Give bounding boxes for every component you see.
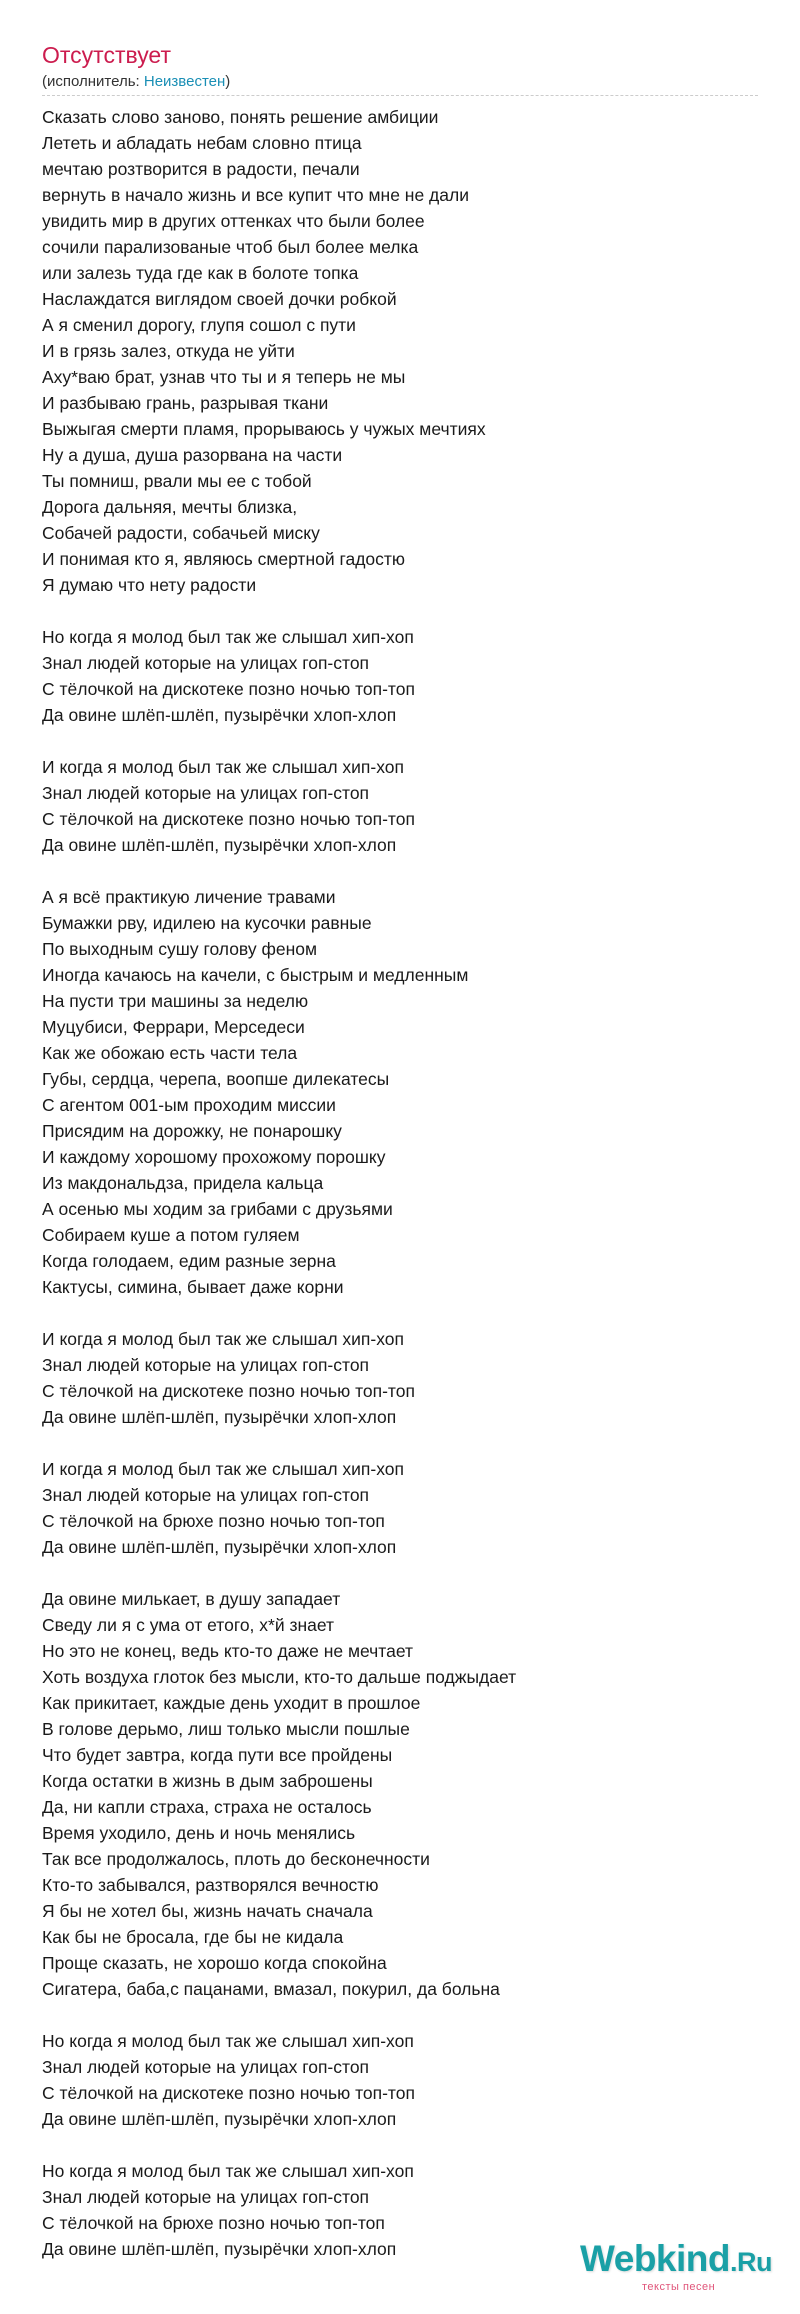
stanza-break <box>42 728 758 754</box>
lyric-line: Как же обожаю есть части тела <box>42 1043 298 1063</box>
lyric-line: Собираем куше а потом гуляем <box>42 1225 300 1245</box>
lyric-line: Выжыгая смерти пламя, прорываюсь у чужых мечтиях <box>42 419 486 439</box>
lyric-line: И когда я молод был так же слышал хип-хоп <box>42 1329 404 1349</box>
lyric-line: И каждому хорошому прохожому порошку <box>42 1147 386 1167</box>
stanza-break <box>42 1560 758 1586</box>
stanza-break <box>42 1300 758 1326</box>
stanza-break <box>42 2002 758 2028</box>
lyric-line: Лететь и абладать небам словно птица <box>42 133 362 153</box>
lyric-line: Как прикитает, каждые день уходит в прошлое <box>42 1693 421 1713</box>
lyric-line: В голове дерьмо, лиш только мысли пошлые <box>42 1719 410 1739</box>
lyric-line: Время уходило, день и ночь менялись <box>42 1823 356 1843</box>
lyric-line: Но когда я молод был так же слышал хип-хоп <box>42 627 414 647</box>
lyric-line: Сказать слово заново, понять решение амбиции <box>42 107 439 127</box>
site-logo[interactable] <box>580 2237 780 2297</box>
lyric-line: или залезь туда где как в болоте топка <box>42 263 359 283</box>
lyric-line: Присядим на дорожку, не понарошку <box>42 1121 342 1141</box>
lyric-line: Но когда я молод был так же слышал хип-хоп <box>42 2161 414 2181</box>
lyric-line: Наслаждатся виглядом своей дочки робкой <box>42 289 397 309</box>
lyric-line: мечтаю розтворится в радости, печали <box>42 159 360 179</box>
lyric-line: Да овине шлёп-шлёп, пузырёчки хлоп-хлоп <box>42 2239 397 2259</box>
lyric-line: По выходным сушу голову феном <box>42 939 318 959</box>
lyric-line: А я сменил дорогу, глупя сошол с пути <box>42 315 356 335</box>
lyric-line: С тёлочкой на дискотеке позно ночью топ-топ <box>42 809 415 829</box>
lyric-line: С тёлочкой на дискотеке позно ночью топ-топ <box>42 1381 415 1401</box>
lyric-line: Собачей радости, собачьей миску <box>42 523 320 543</box>
lyric-line: Знал людей которые на улицах гоп-стоп <box>42 783 370 803</box>
lyric-line: Знал людей которые на улицах гоп-стоп <box>42 1355 370 1375</box>
lyric-line: Сведу ли я с ума от етого, х*й знает <box>42 1615 335 1635</box>
lyric-line: С тёлочкой на брюхе позно ночью топ-топ <box>42 2213 385 2233</box>
lyric-line: Знал людей которые на улицах гоп-стоп <box>42 2187 370 2207</box>
lyric-line: Но когда я молод был так же слышал хип-хоп <box>42 2031 414 2051</box>
lyric-line: Да овине шлёп-шлёп, пузырёчки хлоп-хлоп <box>42 2109 397 2129</box>
lyric-line: С тёлочкой на брюхе позно ночью топ-топ <box>42 1511 385 1531</box>
lyric-line: Иногда качаюсь на качели, с быстрым и медленным <box>42 965 469 985</box>
song-title: Отсутствует <box>42 42 171 68</box>
lyric-line: Губы, сердца, черепа, воопше дилекатесы <box>42 1069 390 1089</box>
lyric-line: И в грязь залез, откуда не уйти <box>42 341 295 361</box>
stanza-break <box>42 598 758 624</box>
artist-link[interactable]: Неизвестен <box>143 73 226 90</box>
lyric-line: И понимая кто я, являюсь смертной гадостю <box>42 549 406 569</box>
lyric-line: Кактусы, симина, бывает даже корни <box>42 1277 344 1297</box>
lyric-line: Да овине шлёп-шлёп, пузырёчки хлоп-хлоп <box>42 1407 397 1427</box>
lyric-line: А я всё практикую личение травами <box>42 887 336 907</box>
lyric-line: Из макдональдза, придела кальца <box>42 1173 324 1193</box>
lyric-line: И разбываю грань, разрывая ткани <box>42 393 329 413</box>
lyric-line: Как бы не бросала, где бы не кидала <box>42 1927 344 1947</box>
stanza-break <box>42 858 758 884</box>
stanza-break <box>42 1430 758 1456</box>
logo-wordmark <box>580 2237 772 2284</box>
lyric-line: Да овине шлёп-шлёп, пузырёчки хлоп-хлоп <box>42 1537 397 1557</box>
lyric-line: Знал людей которые на улицах гоп-стоп <box>42 1485 370 1505</box>
lyric-line: Да овине милькает, в душу западает <box>42 1589 341 1609</box>
lyric-line: Да овине шлёп-шлёп, пузырёчки хлоп-хлоп <box>42 705 397 725</box>
lyric-line: Хоть воздуха глоток без мысли, кто-то дальше поджыдает <box>42 1667 517 1687</box>
lyric-line: Так все продолжалось, плоть до бесконечности <box>42 1849 430 1869</box>
lyric-line: С тёлочкой на дискотеке позно ночью топ-топ <box>42 679 415 699</box>
lyric-line: Что будет завтра, когда пути все пройдены <box>42 1745 393 1765</box>
lyric-line: Дорога дальняя, мечты близка, <box>42 497 298 517</box>
artist-line <box>42 72 230 92</box>
lyric-line: Я думаю что нету радости <box>42 575 257 595</box>
lyric-line: Кто-то забывался, разтворялся вечностю <box>42 1875 379 1895</box>
header-divider <box>42 95 758 96</box>
artist-suffix: ) <box>225 73 231 90</box>
lyric-line: На пусти три машины за неделю <box>42 991 309 1011</box>
lyric-line: Муцубиси, Феррари, Мерседеси <box>42 1017 305 1037</box>
lyric-line: Когда голодаем, едим разные зерна <box>42 1251 336 1271</box>
stanza-break <box>42 2132 758 2158</box>
lyric-line: И когда я молод был так же слышал хип-хоп <box>42 1459 404 1479</box>
lyric-line: И когда я молод был так же слышал хип-хоп <box>42 757 404 777</box>
logo-brand: Webkind <box>580 2238 730 2279</box>
lyric-line: Знал людей которые на улицах гоп-стоп <box>42 2057 370 2077</box>
logo-tagline: тексты песен <box>642 2281 716 2293</box>
lyric-line: Ну а душа, душа разорвана на части <box>42 445 343 465</box>
lyric-line: Сигатера, баба,с пацанами, вмазал, покурил, да больна <box>42 1979 500 1999</box>
lyric-line: Я бы не хотел бы, жизнь начать сначала <box>42 1901 373 1921</box>
lyric-line: Да овине шлёп-шлёп, пузырёчки хлоп-хлоп <box>42 835 397 855</box>
lyric-line: А осенью мы ходим за грибами с друзьями <box>42 1199 393 1219</box>
lyric-line: С агентом 001-ым проходим миссии <box>42 1095 336 1115</box>
lyric-line: Знал людей которые на улицах гоп-стоп <box>42 653 370 673</box>
lyrics-text <box>42 104 758 2262</box>
lyric-line: С тёлочкой на дискотеке позно ночью топ-топ <box>42 2083 415 2103</box>
lyric-line: Ты помниш, рвали мы ее с тобой <box>42 471 312 491</box>
lyric-line: вернуть в начало жизнь и все купит что мне не дали <box>42 185 469 205</box>
lyric-line: Но это не конец, ведь кто-то даже не мечтает <box>42 1641 413 1661</box>
lyric-line: сочили парализованые чтоб был более мелка <box>42 237 419 257</box>
logo-tld: .Ru <box>730 2247 772 2277</box>
lyric-line: Проще сказать, не хорошо когда спокойна <box>42 1953 387 1973</box>
lyric-line: Когда остатки в жизнь в дым заброшены <box>42 1771 373 1791</box>
lyric-line: Аху*ваю брат, узнав что ты и я теперь не мы <box>42 367 406 387</box>
artist-prefix: (исполнитель: <box>42 73 144 90</box>
lyric-line: увидить мир в других оттенках что были более <box>42 211 425 231</box>
lyric-line: Да, ни капли страха, страха не осталось <box>42 1797 372 1817</box>
lyric-line: Бумажки рву, идилею на кусочки равные <box>42 913 372 933</box>
